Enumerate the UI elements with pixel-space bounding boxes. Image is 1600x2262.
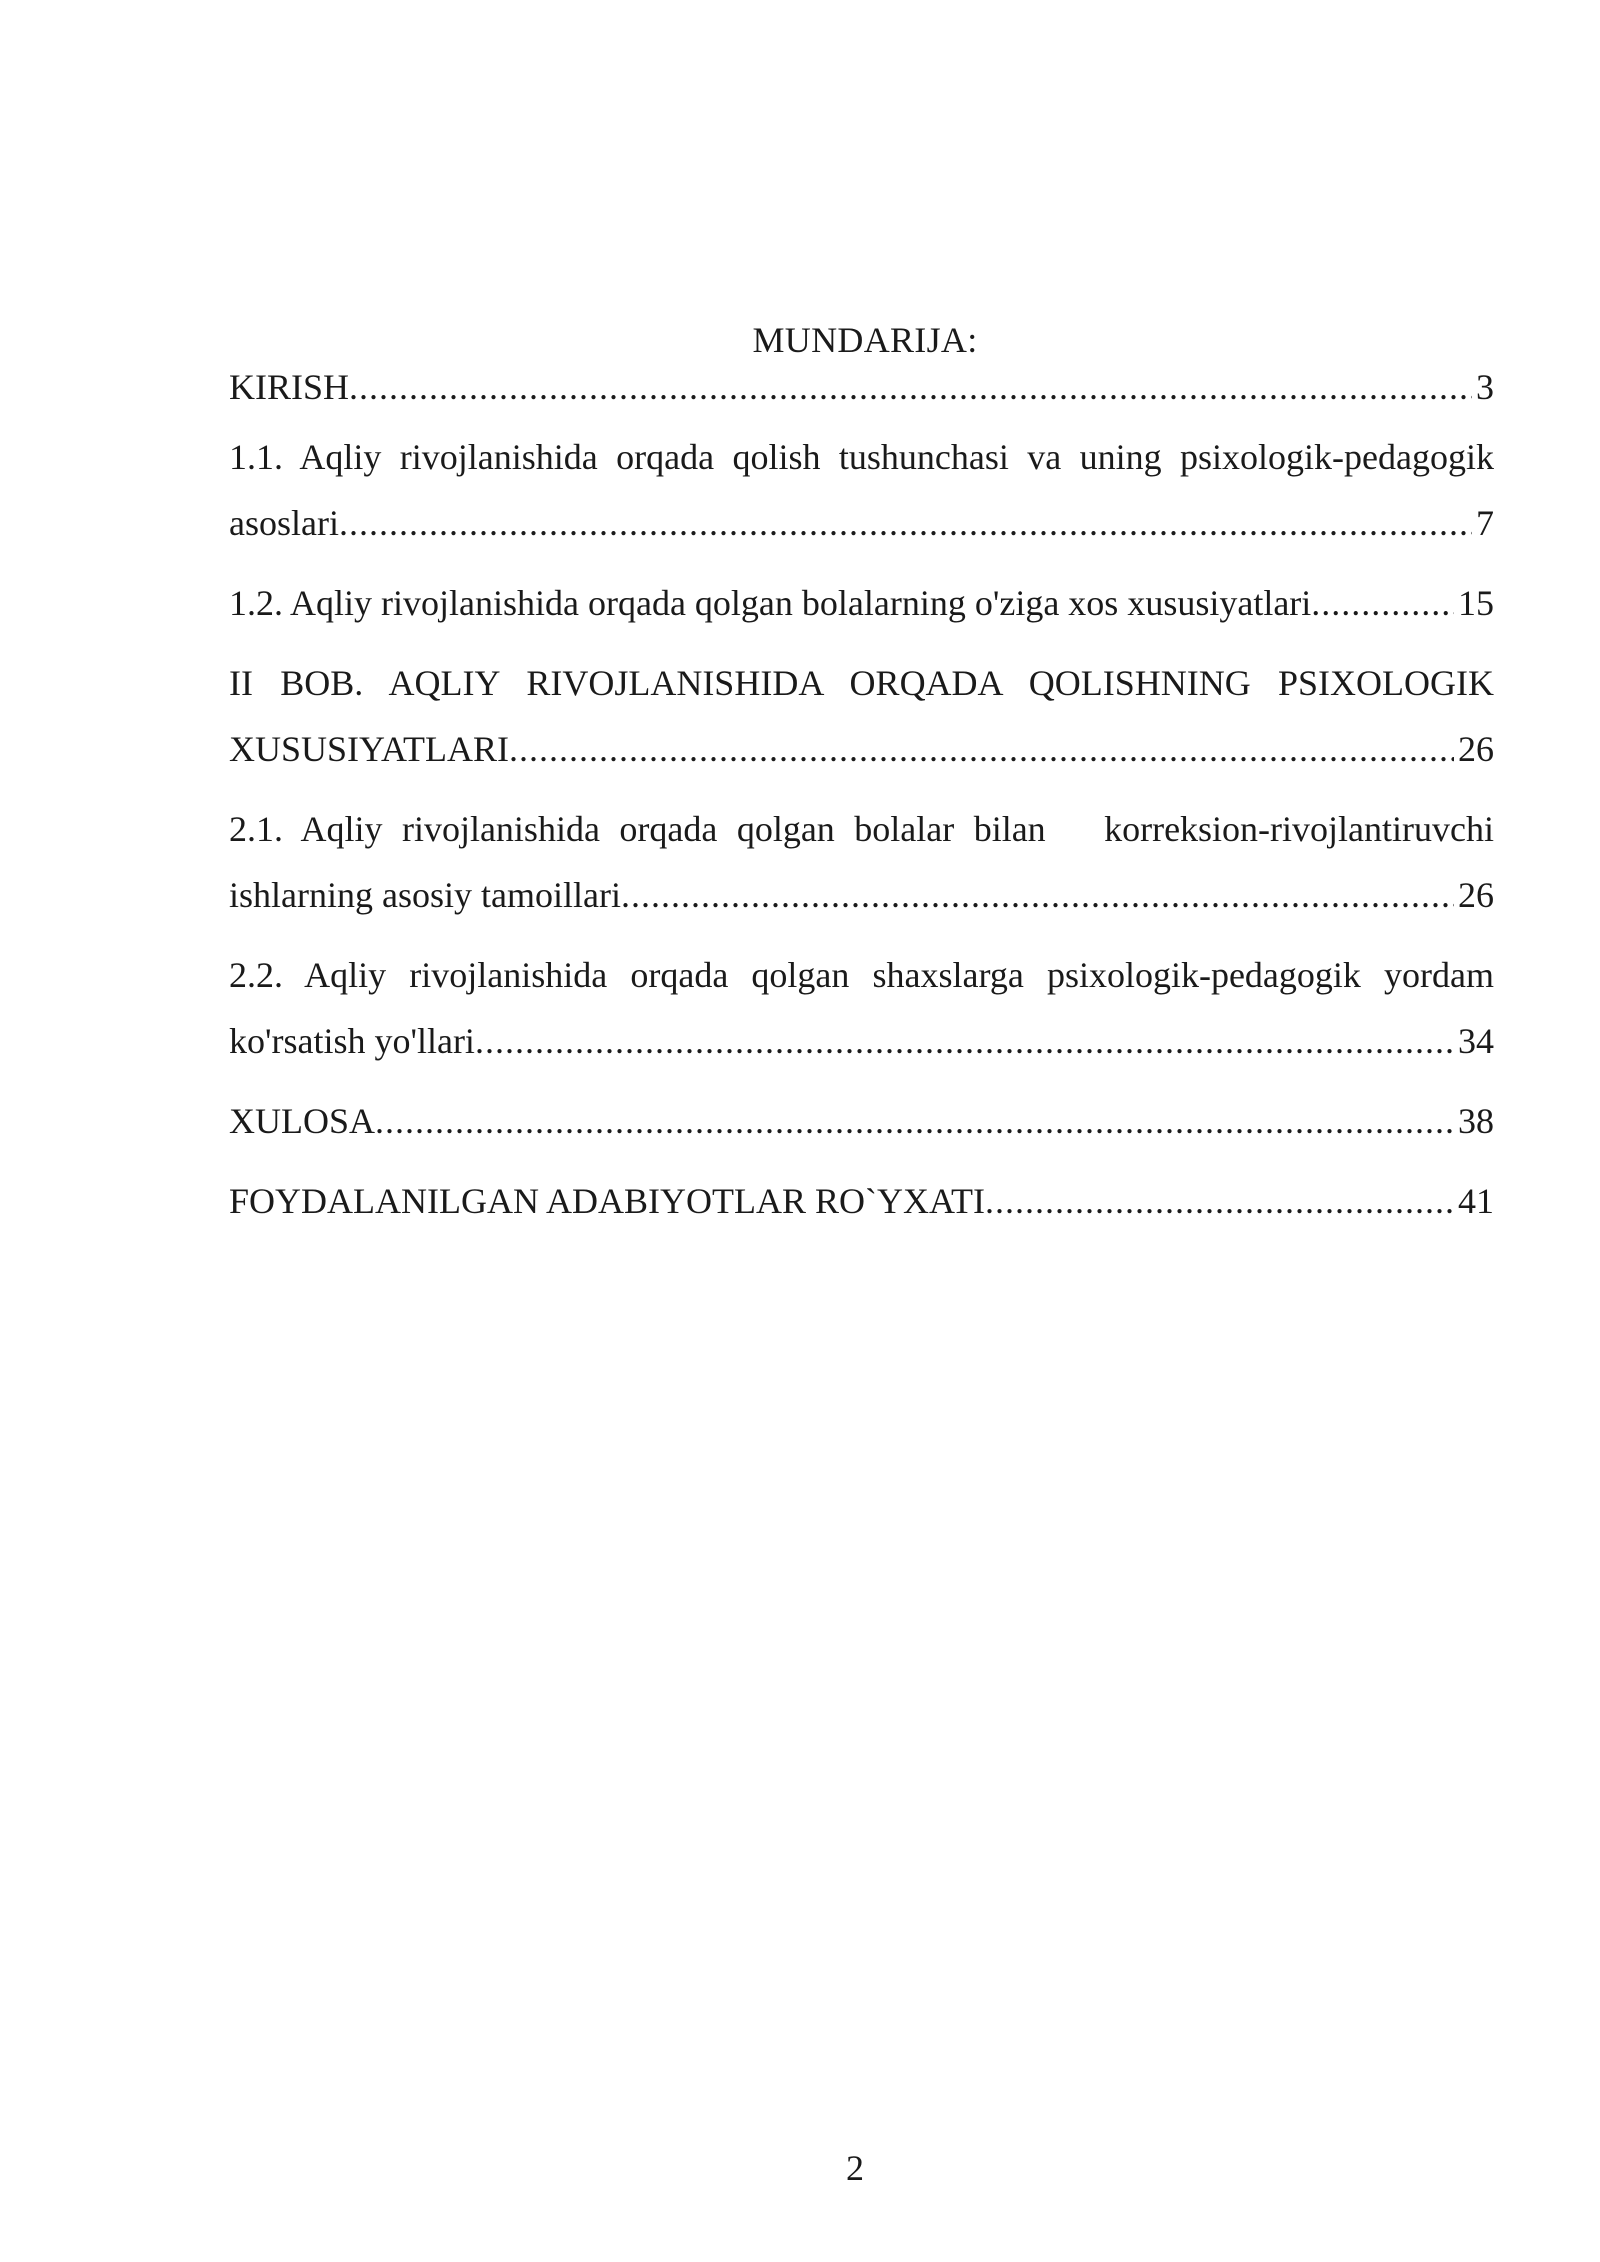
toc-entry-1-1[interactable] <box>229 424 1494 556</box>
toc-entry-label: FOYDALANILGAN ADABIYOTLAR RO`YXATI <box>229 1181 985 1221</box>
toc-entry-label: 1.2. Aqliy rivojlanishida orqada qolgan bolalarning o'ziga xos xususiyatlari <box>229 583 1312 623</box>
toc-dot-leader <box>375 1088 1454 1154</box>
toc-entry-adabiyotlar[interactable] <box>229 1168 1494 1234</box>
toc-entry-label-line1: 2.1. Aqliy rivojlanishida orqada qolgan bolalar bilan korreksion-rivojlantiruvchi <box>229 809 1494 849</box>
toc-entry-label-line1: 1.1. Aqliy rivojlanishida orqada qolish tushunchasi va uning psixologik-pedagogik <box>229 437 1494 477</box>
toc-page-number: 15 <box>1458 583 1494 623</box>
toc-entry-label: asoslari <box>229 503 339 543</box>
toc-entry-label: ko'rsatish yo'llari <box>229 1021 475 1061</box>
toc-page-number: 34 <box>1458 1021 1494 1061</box>
toc-entry-label: XULOSA <box>229 1101 376 1141</box>
toc-page-number: 3 <box>1476 367 1494 407</box>
toc-entry-label: XUSUSIYATLARI <box>229 729 510 769</box>
table-of-contents <box>229 364 1494 1234</box>
toc-dot-leader <box>349 364 1472 410</box>
toc-entry-1-2[interactable] <box>229 570 1494 636</box>
toc-page-number: 41 <box>1458 1181 1494 1221</box>
toc-page-number: 38 <box>1458 1101 1494 1141</box>
toc-entry-label: ishlarning asosiy tamoillari <box>229 875 621 915</box>
toc-page-number: 26 <box>1458 875 1494 915</box>
toc-title: MUNDARIJA: <box>752 320 978 360</box>
page-number: 2 <box>846 2148 864 2188</box>
toc-dot-leader <box>509 716 1454 782</box>
toc-entry-kirish[interactable] <box>229 364 1494 410</box>
toc-entry-label-line1: 2.2. Aqliy rivojlanishida orqada qolgan shaxslarga psixologik-pedagogik yordam <box>229 955 1494 995</box>
toc-dot-leader <box>339 490 1472 556</box>
toc-entry-2-1[interactable] <box>229 796 1494 928</box>
toc-entry-bob-2[interactable] <box>229 650 1494 782</box>
toc-entry-2-2[interactable] <box>229 942 1494 1074</box>
toc-dot-leader <box>475 1008 1454 1074</box>
toc-entry-xulosa[interactable] <box>229 1088 1494 1154</box>
toc-dot-leader <box>1311 570 1454 636</box>
toc-page-number: 7 <box>1476 503 1494 543</box>
toc-entry-label-line1: II BOB. AQLIY RIVOJLANISHIDA ORQADA QOLISHNING PSIXOLOGIK <box>229 663 1494 703</box>
toc-dot-leader <box>621 862 1454 928</box>
toc-entry-label: KIRISH <box>229 367 350 407</box>
toc-page-number: 26 <box>1458 729 1494 769</box>
toc-dot-leader <box>985 1168 1454 1234</box>
